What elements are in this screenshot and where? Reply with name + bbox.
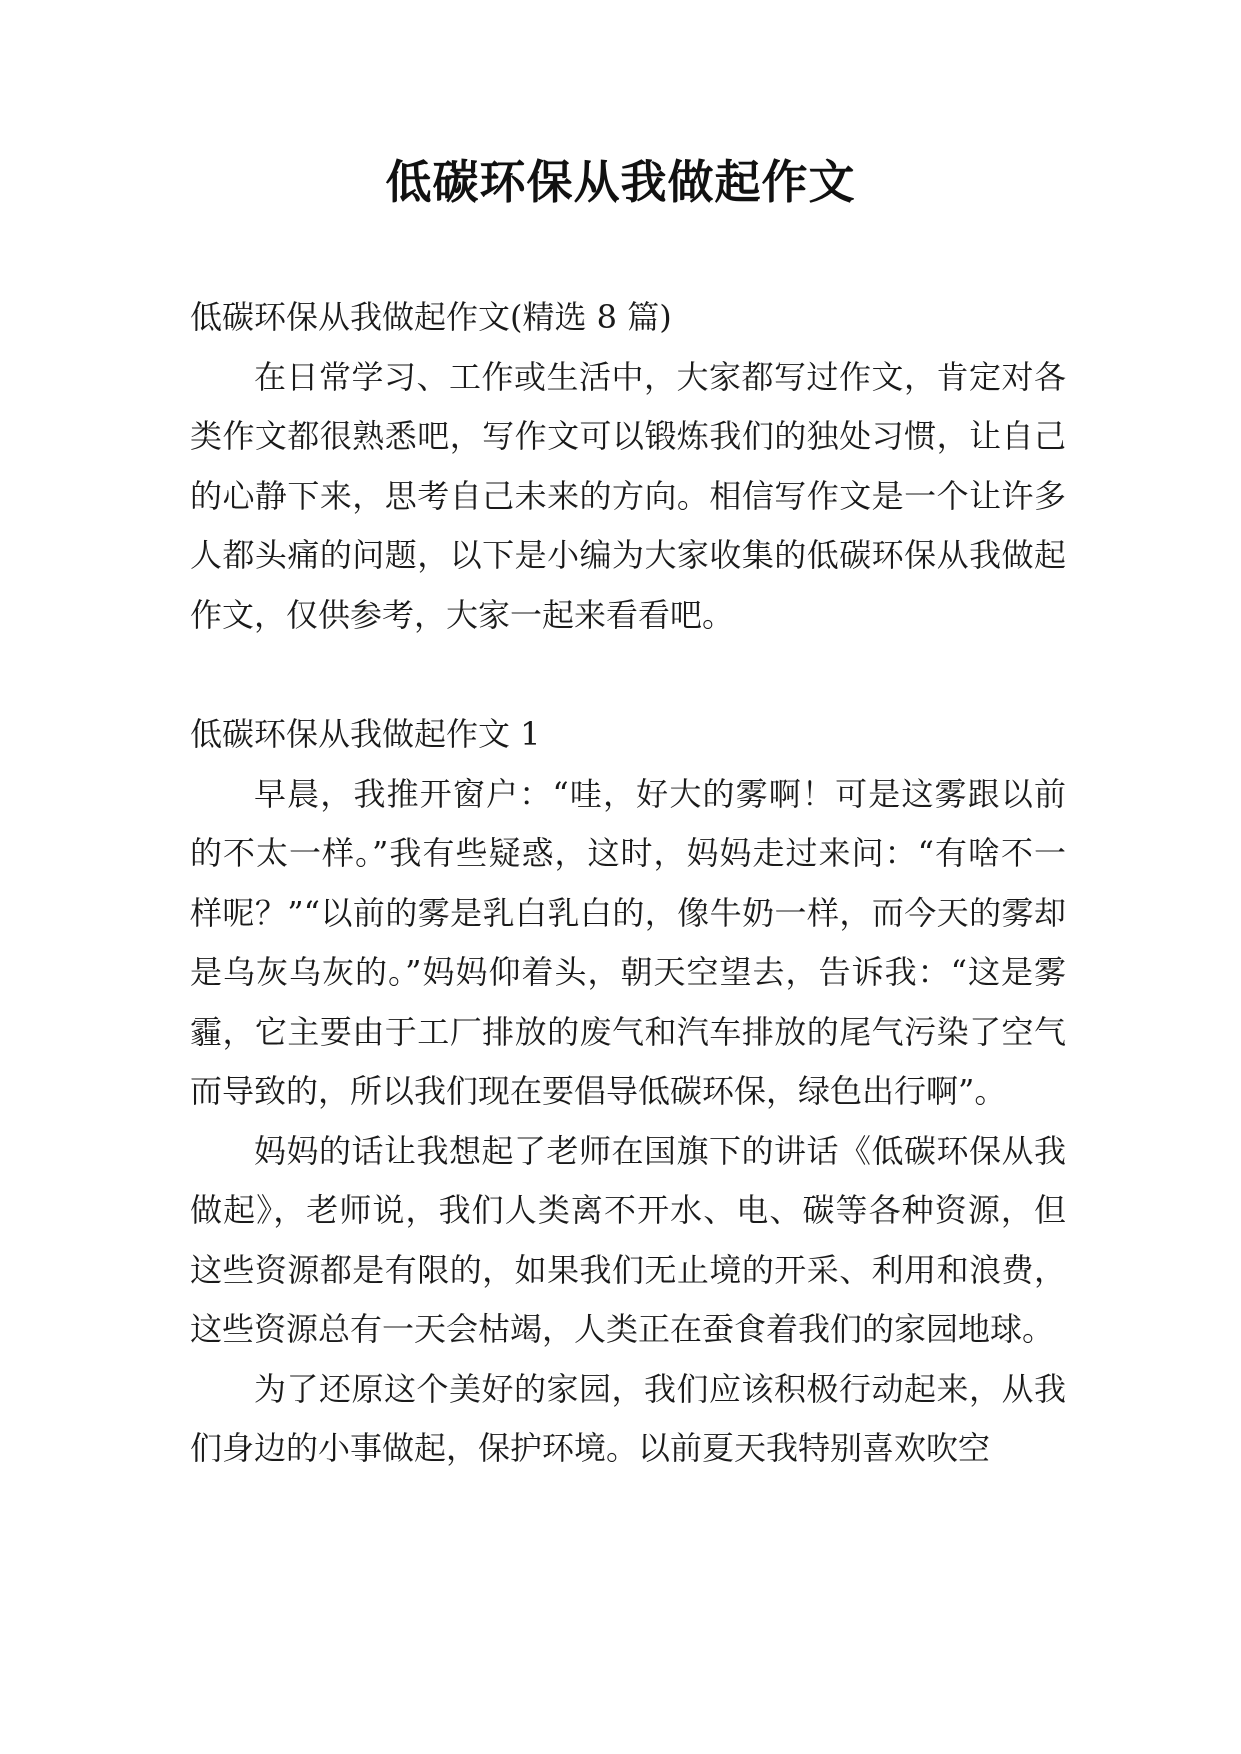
- section-heading: 低碳环保从我做起作文 1: [190, 715, 541, 753]
- intro-paragraph: 在日常学习、工作或生活中，大家都写过作文，肯定对各类作文都很熟悉吧，写作文可以锻炼我们的独处习惯，让自己的心静下来，思考自己未来的方向。相信写作文是一个让许多人都头痛的问题，以下是小编为大家收集的低碳环保从我做起作文，仅供参考，大家一起来看看吧。: [190, 357, 1066, 634]
- document-title: 低碳环保从我做起作文: [385, 155, 856, 209]
- body-paragraph: 为了还原这个美好的家园，我们应该积极行动起来，从我们身边的小事做起，保护环境。以前夏天我特别喜欢吹空: [190, 1369, 1066, 1467]
- section-spacer: [190, 645, 1066, 705]
- document-body: [190, 288, 1066, 1479]
- body-paragraph: 早晨，我推开窗户：“哇，好大的雾啊！可是这雾跟以前的不太一样。”我有些疑惑，这时，妈妈走过来问：“有啥不一样呢？”“以前的雾是乳白乳白的，像牛奶一样，而今天的雾却是乌灰乌灰的。”妈妈仰着头，朝天空望去，告诉我：“这是雾霾，它主要由于工厂排放的废气和汽车排放的尾气污染了空气而导致的，所以我们现在要倡导低碳环保，绿色出行啊”。: [190, 774, 1066, 1110]
- collection-subtitle: 低碳环保从我做起作文(精选 8 篇): [190, 298, 672, 336]
- body-paragraph: 妈妈的话让我想起了老师在国旗下的讲话《低碳环保从我做起》，老师说，我们人类离不开水、电、碳等各种资源，但这些资源都是有限的，如果我们无止境的开采、利用和浪费，这些资源总有一天会枯竭，人类正在蚕食着我们的家园地球。: [190, 1131, 1066, 1348]
